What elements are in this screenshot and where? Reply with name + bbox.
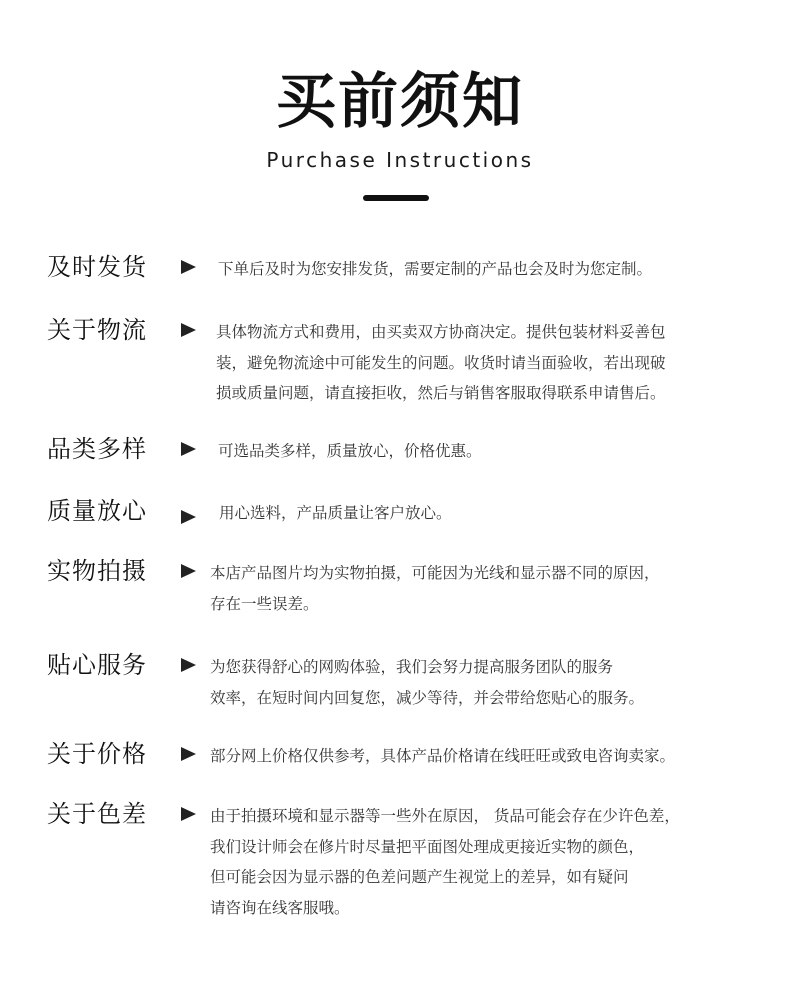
instruction-text-line: 我们设计师会在修片时尽量把平面图处理成更接近实物的颜色， <box>210 837 645 856</box>
instruction-text <box>210 801 680 923</box>
instruction-text-line: 用心选料，产品质量让客户放心。 <box>219 504 452 522</box>
arrow-right-icon <box>181 260 196 274</box>
instruction-text <box>216 317 666 409</box>
instruction-label: 关于价格 <box>47 740 147 768</box>
instruction-text <box>219 498 452 529</box>
instruction-label: 质量放心 <box>47 497 147 525</box>
instruction-text-line: 损或质量问题，请直接拒收，然后与销售客服取得联系申请售后。 <box>216 384 666 402</box>
instruction-text <box>210 741 675 772</box>
instruction-label: 关于色差 <box>47 800 147 828</box>
instruction-text <box>210 652 644 713</box>
arrow-right-icon <box>181 807 196 821</box>
instruction-label: 贴心服务 <box>47 651 147 679</box>
instruction-text-line: 具体物流方式和费用，由买卖双方协商决定。提供包装材料妥善包 <box>216 323 666 341</box>
arrow-right-icon <box>181 510 196 524</box>
arrow-right-icon <box>181 658 196 672</box>
instruction-text-line: 存在一些误差。 <box>210 594 319 613</box>
instruction-label: 及时发货 <box>47 253 147 281</box>
instruction-text-line: 下单后及时为您安排发货，需要定制的产品也会及时为您定制。 <box>218 260 653 278</box>
instruction-text-line: 但可能会因为显示器的色差问题产生视觉上的差异，如有疑问 <box>210 868 629 886</box>
arrow-right-icon <box>181 323 196 337</box>
arrow-right-icon <box>181 442 196 456</box>
instruction-text-line: 可选品类多样，质量放心，价格优惠。 <box>218 442 482 460</box>
page-subtitle: Purchase Instructions <box>266 148 534 172</box>
instruction-text-line: 装，避免物流途中可能发生的问题。收货时请当面验收，若出现破 <box>216 353 666 372</box>
instruction-text <box>218 254 652 285</box>
instruction-label: 实物拍摄 <box>47 557 147 585</box>
instruction-text <box>218 436 482 467</box>
instruction-text-line: 为您获得舒心的网购体验，我们会努力提高服务团队的服务 <box>210 658 614 676</box>
instruction-text-line: 效率，在短时间内回复您，减少等待，并会带给您贴心的服务。 <box>210 688 645 707</box>
instruction-text-line: 由于拍摄环境和显示器等一些外在原因， 货品可能会存在少许色差， <box>210 807 680 825</box>
instruction-text-line: 部分网上价格仅供参考，具体产品价格请在线旺旺或致电咨询卖家。 <box>210 747 676 765</box>
instruction-label: 关于物流 <box>47 316 147 344</box>
instruction-text-line: 本店产品图片均为实物拍摄，可能因为光线和显示器不同的原因， <box>210 564 660 582</box>
title-divider <box>363 195 429 201</box>
instruction-text-line: 请咨询在线客服哦。 <box>210 898 350 917</box>
page-title: 买前须知 <box>276 67 524 137</box>
arrow-right-icon <box>181 747 196 761</box>
arrow-right-icon <box>181 564 196 578</box>
instruction-label: 品类多样 <box>47 435 147 463</box>
instruction-text <box>210 558 660 619</box>
